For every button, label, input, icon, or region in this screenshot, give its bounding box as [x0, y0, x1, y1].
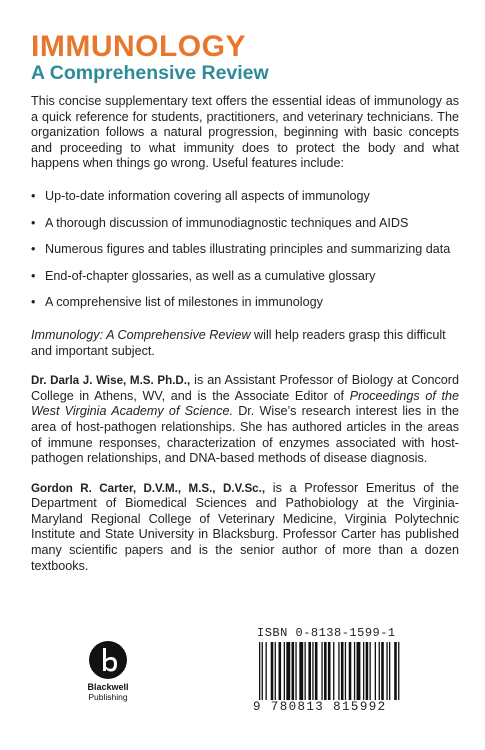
bio-wise-text-2: Dr. Wise’s research interest lies in the area of host-pathogen relationships. She has authored articles in the areas of immune responses, characterization of enzymes associated with host-pathogen relationships, and DNA-based methods of disease diagnosis. — [31, 404, 459, 466]
bullet-icon: • — [31, 188, 36, 203]
bullet-icon: • — [31, 242, 36, 257]
feature-text: End-of-chapter glossaries, as well as a cumulative glossary — [45, 268, 376, 283]
ean-number: 9 780813 815992 — [253, 700, 387, 714]
feature-item — [31, 189, 459, 205]
blackwell-b-logo-icon — [88, 640, 128, 680]
barcode-block — [253, 626, 453, 714]
closing-book-title: Immunology: A Comprehensive Review — [31, 327, 251, 342]
bio-wise-text-1: is an Assistant Professor of Biology at Concord College in Athens, WV, and is the Associate Editor of — [31, 373, 459, 403]
author-name-wise: Dr. Darla J. Wise, M.S. Ph.D., — [31, 374, 191, 388]
feature-list — [31, 189, 459, 311]
author-name-carter: Gordon R. Carter, D.V.M., M.S., D.V.Sc., — [31, 481, 266, 495]
bullet-icon: • — [31, 268, 36, 283]
closing-paragraph — [31, 328, 459, 359]
book-title: IMMUNOLOGY — [31, 30, 246, 63]
publisher-name: Blackwell — [87, 682, 129, 692]
book-subtitle: A Comprehensive Review — [31, 62, 269, 84]
bullet-icon: • — [31, 215, 36, 230]
bullet-icon: • — [31, 295, 36, 310]
feature-item — [31, 269, 459, 285]
feature-item — [31, 242, 459, 258]
feature-text: A thorough discussion of immunodiagnostic techniques and AIDS — [45, 215, 409, 230]
journal-title: Proceedings of the West Virginia Academy of Science. — [31, 388, 459, 419]
feature-text: A comprehensive list of milestones in immunology — [45, 295, 323, 310]
intro-paragraph: This concise supplementary text offers the essential ideas of immunology as a quick reference for students, practitioners, and veterinary technicians. The organization follows a natural progression, beginning with basic concepts and proceeding to what immunity does to protect the body and what happens when things go wrong. Useful features include: — [31, 94, 459, 171]
author-bio-carter — [31, 481, 459, 575]
cover-body-text — [31, 94, 459, 574]
feature-item — [31, 216, 459, 232]
feature-text: Numerous figures and tables illustrating principles and summarizing data — [45, 242, 451, 257]
publisher-name-line2: Publishing — [88, 692, 128, 702]
feature-text: Up-to-date information covering all aspects of immunology — [45, 188, 370, 203]
bio-carter-text: is a Professor Emeritus of the Department of Biomedical Sciences and Pathobiology at the Virginia-Maryland Regional College of Veterinary Medicine, Virginia Polytechnic Institute and State University in Blacksburg. Professor Carter has published many scientific papers and is the senior author of more than a dozen textbooks. — [31, 480, 459, 573]
closing-text: will help readers grasp this difficult and important subject. — [31, 327, 446, 358]
feature-item — [31, 295, 459, 311]
author-bio-wise — [31, 373, 459, 467]
publisher-logo — [78, 640, 138, 702]
barcode-icon — [253, 642, 453, 700]
isbn-label: ISBN 0-8138-1599-1 — [257, 626, 396, 640]
